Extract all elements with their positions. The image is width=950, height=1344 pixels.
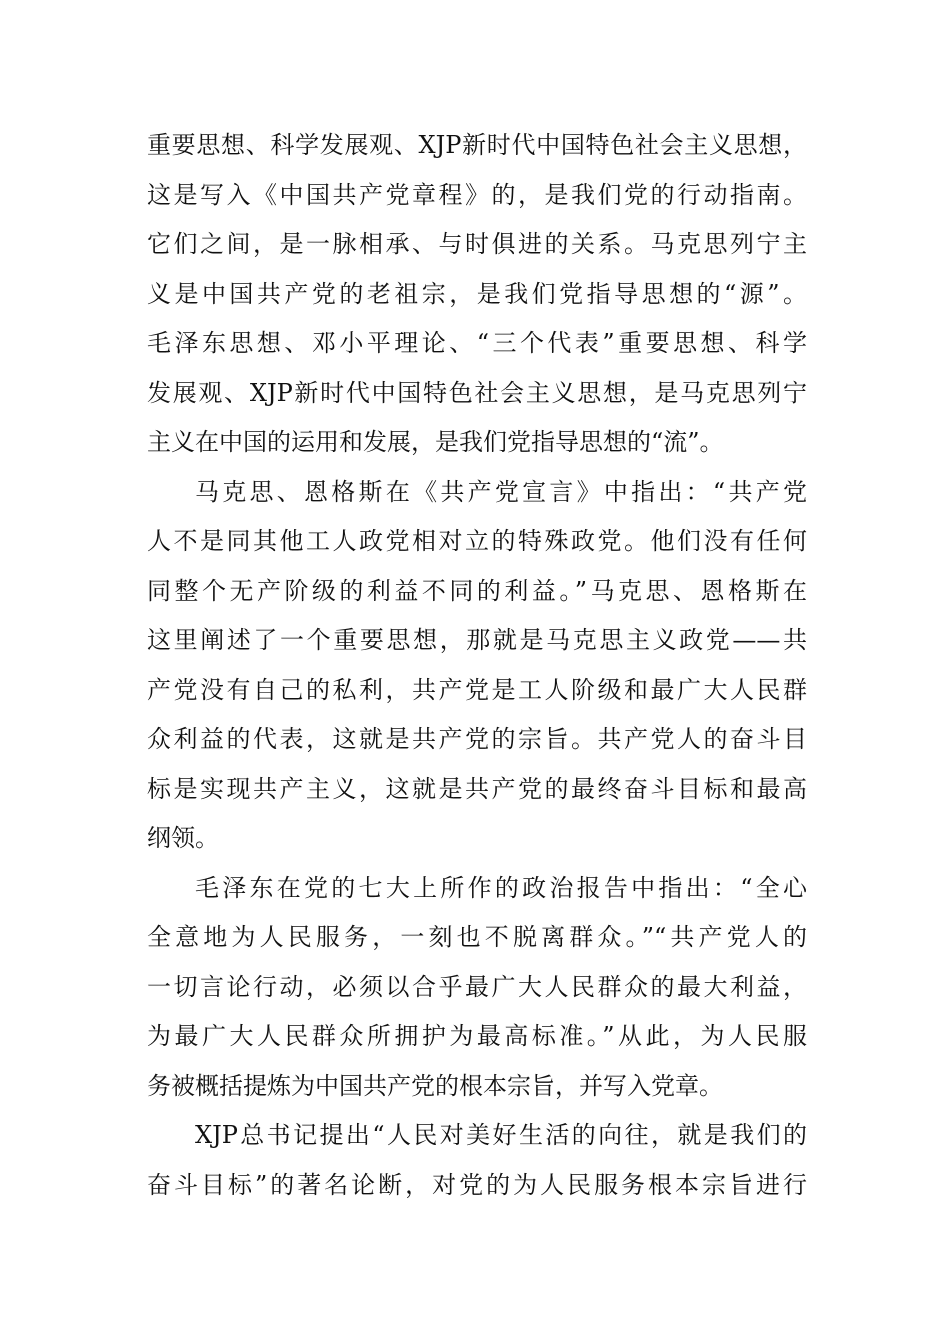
paragraph-2-line-5: 产党没有自己的私利，共产党是工人阶级和最广大人民群 <box>147 676 807 704</box>
paragraph-2-line-7: 标是实现共产主义，这就是共产党的最终奋斗目标和最高 <box>147 775 807 803</box>
paragraph-3-line-1: 毛泽东在党的七大上所作的政治报告中指出：“全心 <box>195 874 807 902</box>
paragraph-1-line-7: 主义在中国的运用和发展，是我们党指导思想的“流”。 <box>147 428 724 456</box>
paragraph-4-line-2: 奋斗目标”的著名论断，对党的为人民服务根本宗旨进行 <box>147 1171 807 1199</box>
paragraph-3-line-4: 为最广大人民群众所拥护为最高标准。”从此，为人民服 <box>147 1022 807 1050</box>
paragraph-2-line-4: 这里阐述了一个重要思想，那就是马克思主义政党——共 <box>147 626 807 654</box>
paragraph-1-line-2: 这是写入《中国共产党章程》的，是我们党的行动指南。 <box>147 181 807 209</box>
paragraph-1-line-3: 它们之间，是一脉相承、与时俱进的关系。马克思列宁主 <box>147 230 807 258</box>
paragraph-3-line-3: 一切言论行动，必须以合乎最广大人民群众的最大利益， <box>147 973 807 1001</box>
paragraph-1-line-4: 义是中国共产党的老祖宗，是我们党指导思想的“源”。 <box>147 280 807 308</box>
paragraph-1-line-6: 发展观、XJP新时代中国特色社会主义思想，是马克思列宁 <box>147 379 807 407</box>
paragraph-2-line-2: 人不是同其他工人政党相对立的特殊政党。他们没有任何 <box>147 527 807 555</box>
paragraph-4-line-1: XJP总书记提出“人民对美好生活的向往，就是我们的 <box>195 1121 807 1149</box>
paragraph-3-line-2: 全意地为人民服务，一刻也不脱离群众。”“共产党人的 <box>147 923 807 951</box>
paragraph-2-line-8: 纲领。 <box>147 824 219 852</box>
paragraph-2-line-6: 众利益的代表，这就是共产党的宗旨。共产党人的奋斗目 <box>147 725 807 753</box>
paragraph-1-line-1: 重要思想、科学发展观、XJP新时代中国特色社会主义思想， <box>147 131 807 159</box>
paragraph-3-line-5: 务被概括提炼为中国共产党的根本宗旨，并写入党章。 <box>147 1072 723 1100</box>
paragraph-1-line-5: 毛泽东思想、邓小平理论、“三个代表”重要思想、科学 <box>147 329 807 357</box>
paragraph-2-line-1: 马克思、恩格斯在《共产党宣言》中指出：“共产党 <box>195 478 807 506</box>
paragraph-2-line-3: 同整个无产阶级的利益不同的利益。”马克思、恩格斯在 <box>147 577 807 605</box>
